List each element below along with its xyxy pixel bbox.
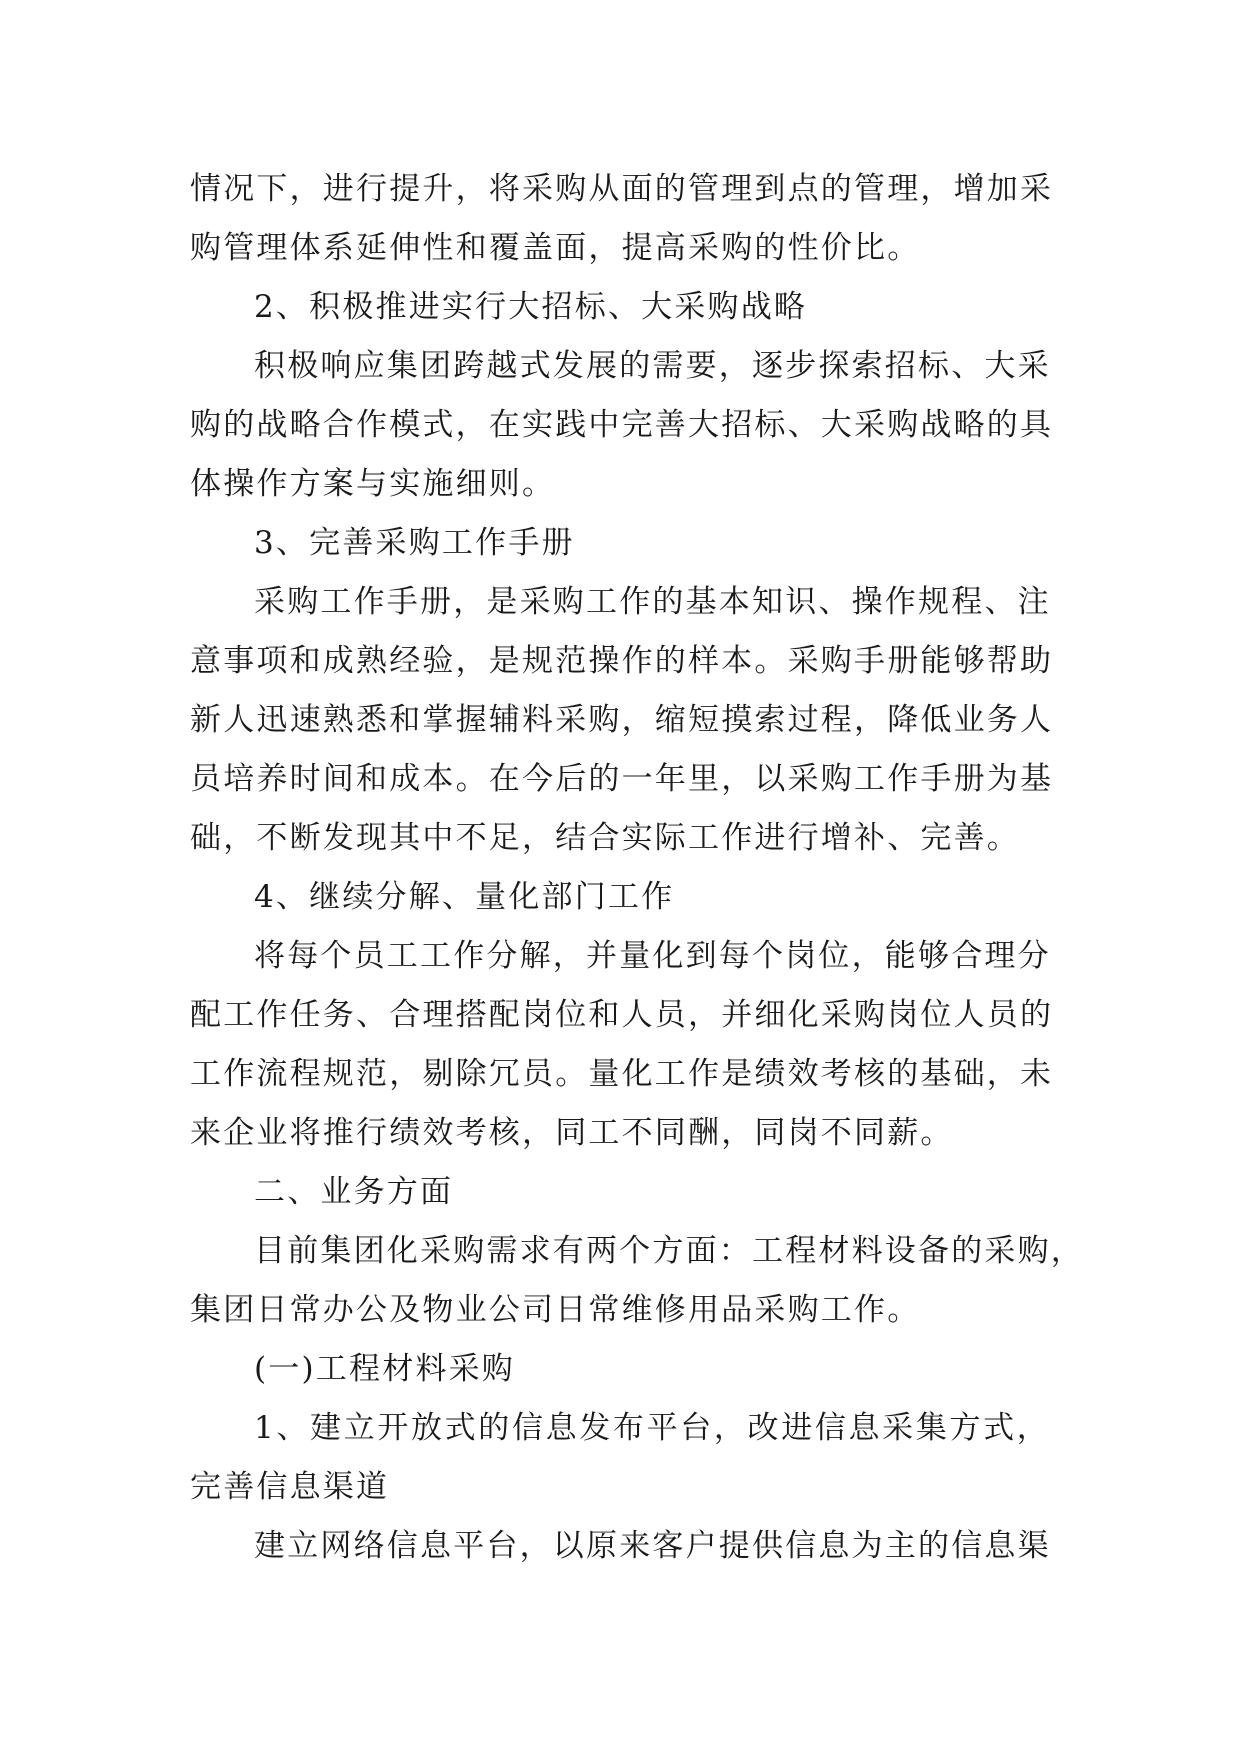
text-line: 情况下，进行提升，将采购从面的管理到点的管理，增加采 [190,171,1054,207]
text-line: 体操作方案与实施细则。 [190,466,556,502]
text-line: 意事项和成熟经验，是规范操作的样本。采购手册能够帮助 [190,643,1054,679]
text-line: 配工作任务、合理搭配岗位和人员，并细化采购岗位人员的 [190,997,1054,1033]
text-line: 积极响应集团跨越式发展的需要，逐步探索招标、大采 [254,348,1051,384]
text-line: 将每个员工工作分解，并量化到每个岗位，能够合理分 [254,938,1051,974]
text-line: 购的战略合作模式，在实践中完善大招标、大采购战略的具 [190,407,1054,443]
text-line: 新人迅速熟悉和掌握辅料采购，缩短摸索过程，降低业务人 [190,702,1054,738]
text-line: 集团日常办公及物业公司日常维修用品采购工作。 [190,1292,921,1328]
text-line: 来企业将推行绩效考核，同工不同酬，同岗不同薪。 [190,1115,954,1151]
text-line: 完善信息渠道 [190,1469,390,1505]
text-line: 2、积极推进实行大招标、大采购战略 [254,289,808,325]
text-line: 工作流程规范，剔除冗员。量化工作是绩效考核的基础，未 [190,1056,1054,1092]
text-line: 员培养时间和成本。在今后的一年里，以采购工作手册为基 [190,761,1054,797]
text-line: 目前集团化采购需求有两个方面：工程材料设备的采购， [254,1233,1084,1269]
document-body [190,160,1084,1576]
text-line: 建立网络信息平台，以原来客户提供信息为主的信息渠 [254,1528,1051,1564]
text-line: 4、继续分解、量化部门工作 [254,879,675,915]
text-line: 1、建立开放式的信息发布平台，改进信息采集方式， [254,1410,1050,1446]
text-line: 二、业务方面 [254,1174,454,1210]
text-line: 3、完善采购工作手册 [254,525,575,561]
text-line: 础，不断发现其中不足，结合实际工作进行增补、完善。 [190,820,1020,856]
text-line: 购管理体系延伸性和覆盖面，提高采购的性价比。 [190,230,921,266]
text-line: (一)工程材料采购 [254,1351,515,1387]
text-line: 采购工作手册，是采购工作的基本知识、操作规程、注 [254,584,1051,620]
